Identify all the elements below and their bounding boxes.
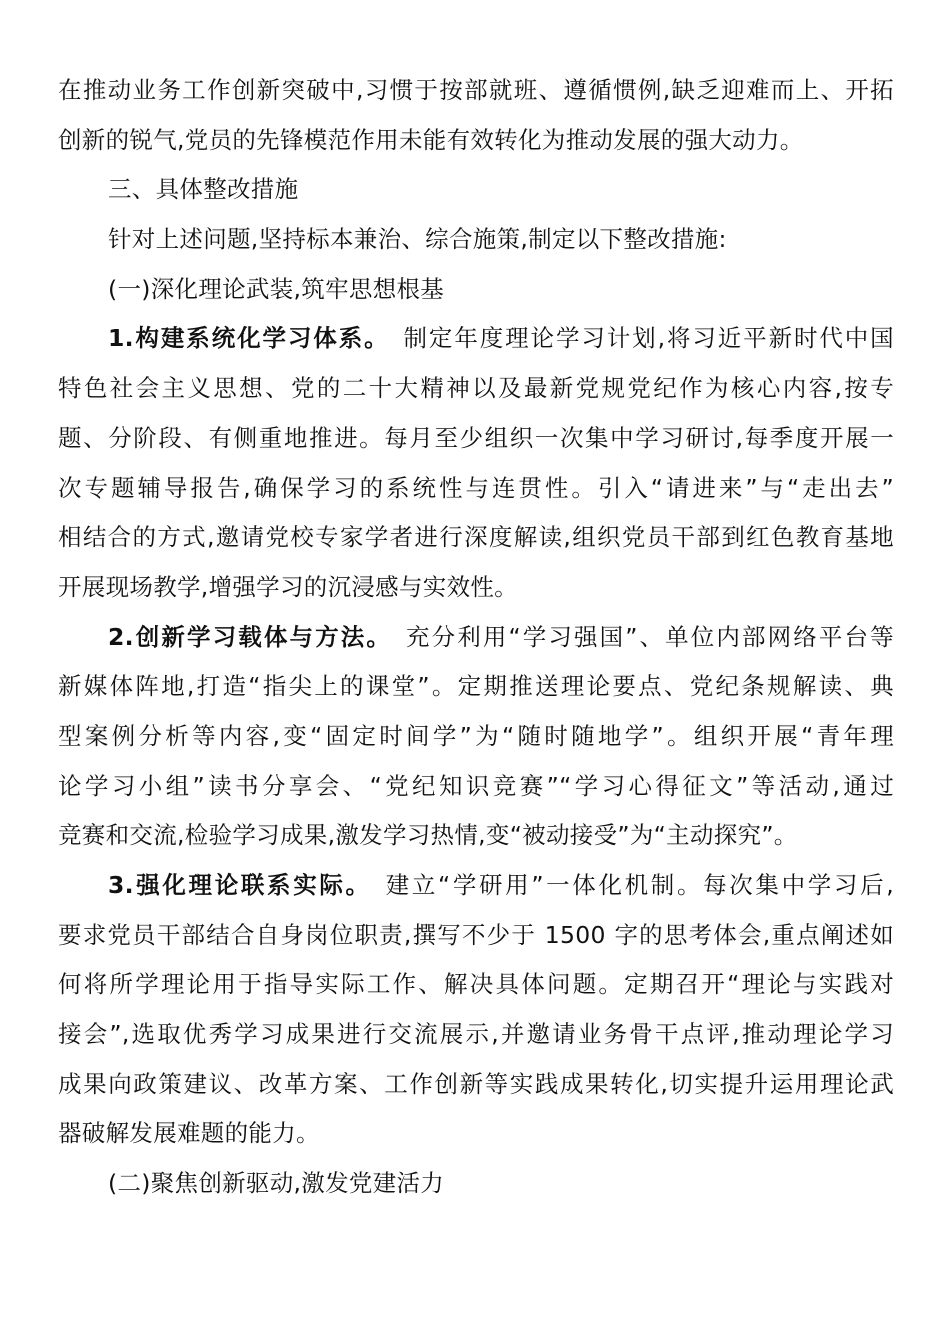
- text-line: 题、分阶段、有侧重地推进。每月至少组织一次集中学习研讨,每季度开展一: [58, 423, 894, 452]
- subsection-heading: (一)深化理论武装,筑牢思想根基: [108, 274, 445, 303]
- text-line: 何将所学理论用于指导实际工作、解决具体问题。定期召开“理论与实践对: [58, 970, 894, 999]
- text-line: 次专题辅导报告,确保学习的系统性与连贯性。引入“请进来”与“走出去”: [58, 473, 894, 502]
- text-line: 成果向政策建议、改革方案、工作创新等实践成果转化,切实提升运用理论武: [58, 1069, 894, 1098]
- text-line: 型案例分析等内容,变“固定时间学”为“随时随地学”。组织开展“青年理: [58, 721, 894, 750]
- item-first-line: 建立“学研用”一体化机制。每次集中学习后,: [385, 871, 894, 899]
- paragraph-item-1: [58, 314, 894, 612]
- item-lead-title: 1.构建系统化学习体系。: [108, 324, 390, 353]
- text-line: 论学习小组”读书分享会、“党纪知识竞赛”“学习心得征文”等活动,通过: [58, 771, 894, 800]
- subsection-heading: (二)聚焦创新驱动,激发党建活力: [108, 1169, 445, 1198]
- paragraph-intro-tail: [58, 66, 894, 165]
- item-lead-title: 3.强化理论联系实际。: [108, 871, 372, 899]
- section-heading: 三、具体整改措施: [108, 175, 299, 204]
- item-first-line: 制定年度理论学习计划,将习近平新时代中国: [403, 324, 894, 353]
- text-line: 在推动业务工作创新突破中,习惯于按部就班、遵循惯例,缺乏迎难而上、开拓: [58, 76, 894, 104]
- text-line: 相结合的方式,邀请党校专家学者进行深度解读,组织党员干部到红色教育基地: [58, 523, 894, 552]
- text-line: 创新的锐气,党员的先锋模范作用未能有效转化为推动发展的强大动力。: [58, 125, 804, 154]
- paragraph-item-2: [58, 613, 894, 861]
- text-line: 要求党员干部结合自身岗位职责,撰写不少于 1500 字的思考体会,重点阐述如: [58, 920, 894, 949]
- text-line: 竞赛和交流,检验学习成果,激发学习热情,变“被动接受”为“主动探究”。: [58, 821, 798, 850]
- text-line: [58, 314, 894, 364]
- text-line: [58, 613, 894, 663]
- text-line: 接会”,选取优秀学习成果进行交流展示,并邀请业务骨干点评,推动理论学习: [58, 1020, 894, 1049]
- paragraph-item-3: [58, 861, 894, 1159]
- item-first-line: 充分利用“学习强国”、单位内部网络平台等: [405, 622, 894, 651]
- section-intro: 针对上述问题,坚持标本兼治、综合施策,制定以下整改措施:: [108, 225, 727, 254]
- text-line: 器破解发展难题的能力。: [58, 1119, 320, 1148]
- text-line: 特色社会主义思想、党的二十大精神以及最新党规党纪作为核心内容,按专: [58, 374, 894, 403]
- document-body: [58, 66, 894, 1209]
- text-line: [58, 861, 894, 911]
- item-lead-title: 2.创新学习载体与方法。: [108, 622, 392, 651]
- text-line: 新媒体阵地,打造“指尖上的课堂”。定期推送理论要点、党纪条规解读、典: [58, 672, 894, 701]
- text-line: 开展现场教学,增强学习的沉浸感与实效性。: [58, 572, 518, 601]
